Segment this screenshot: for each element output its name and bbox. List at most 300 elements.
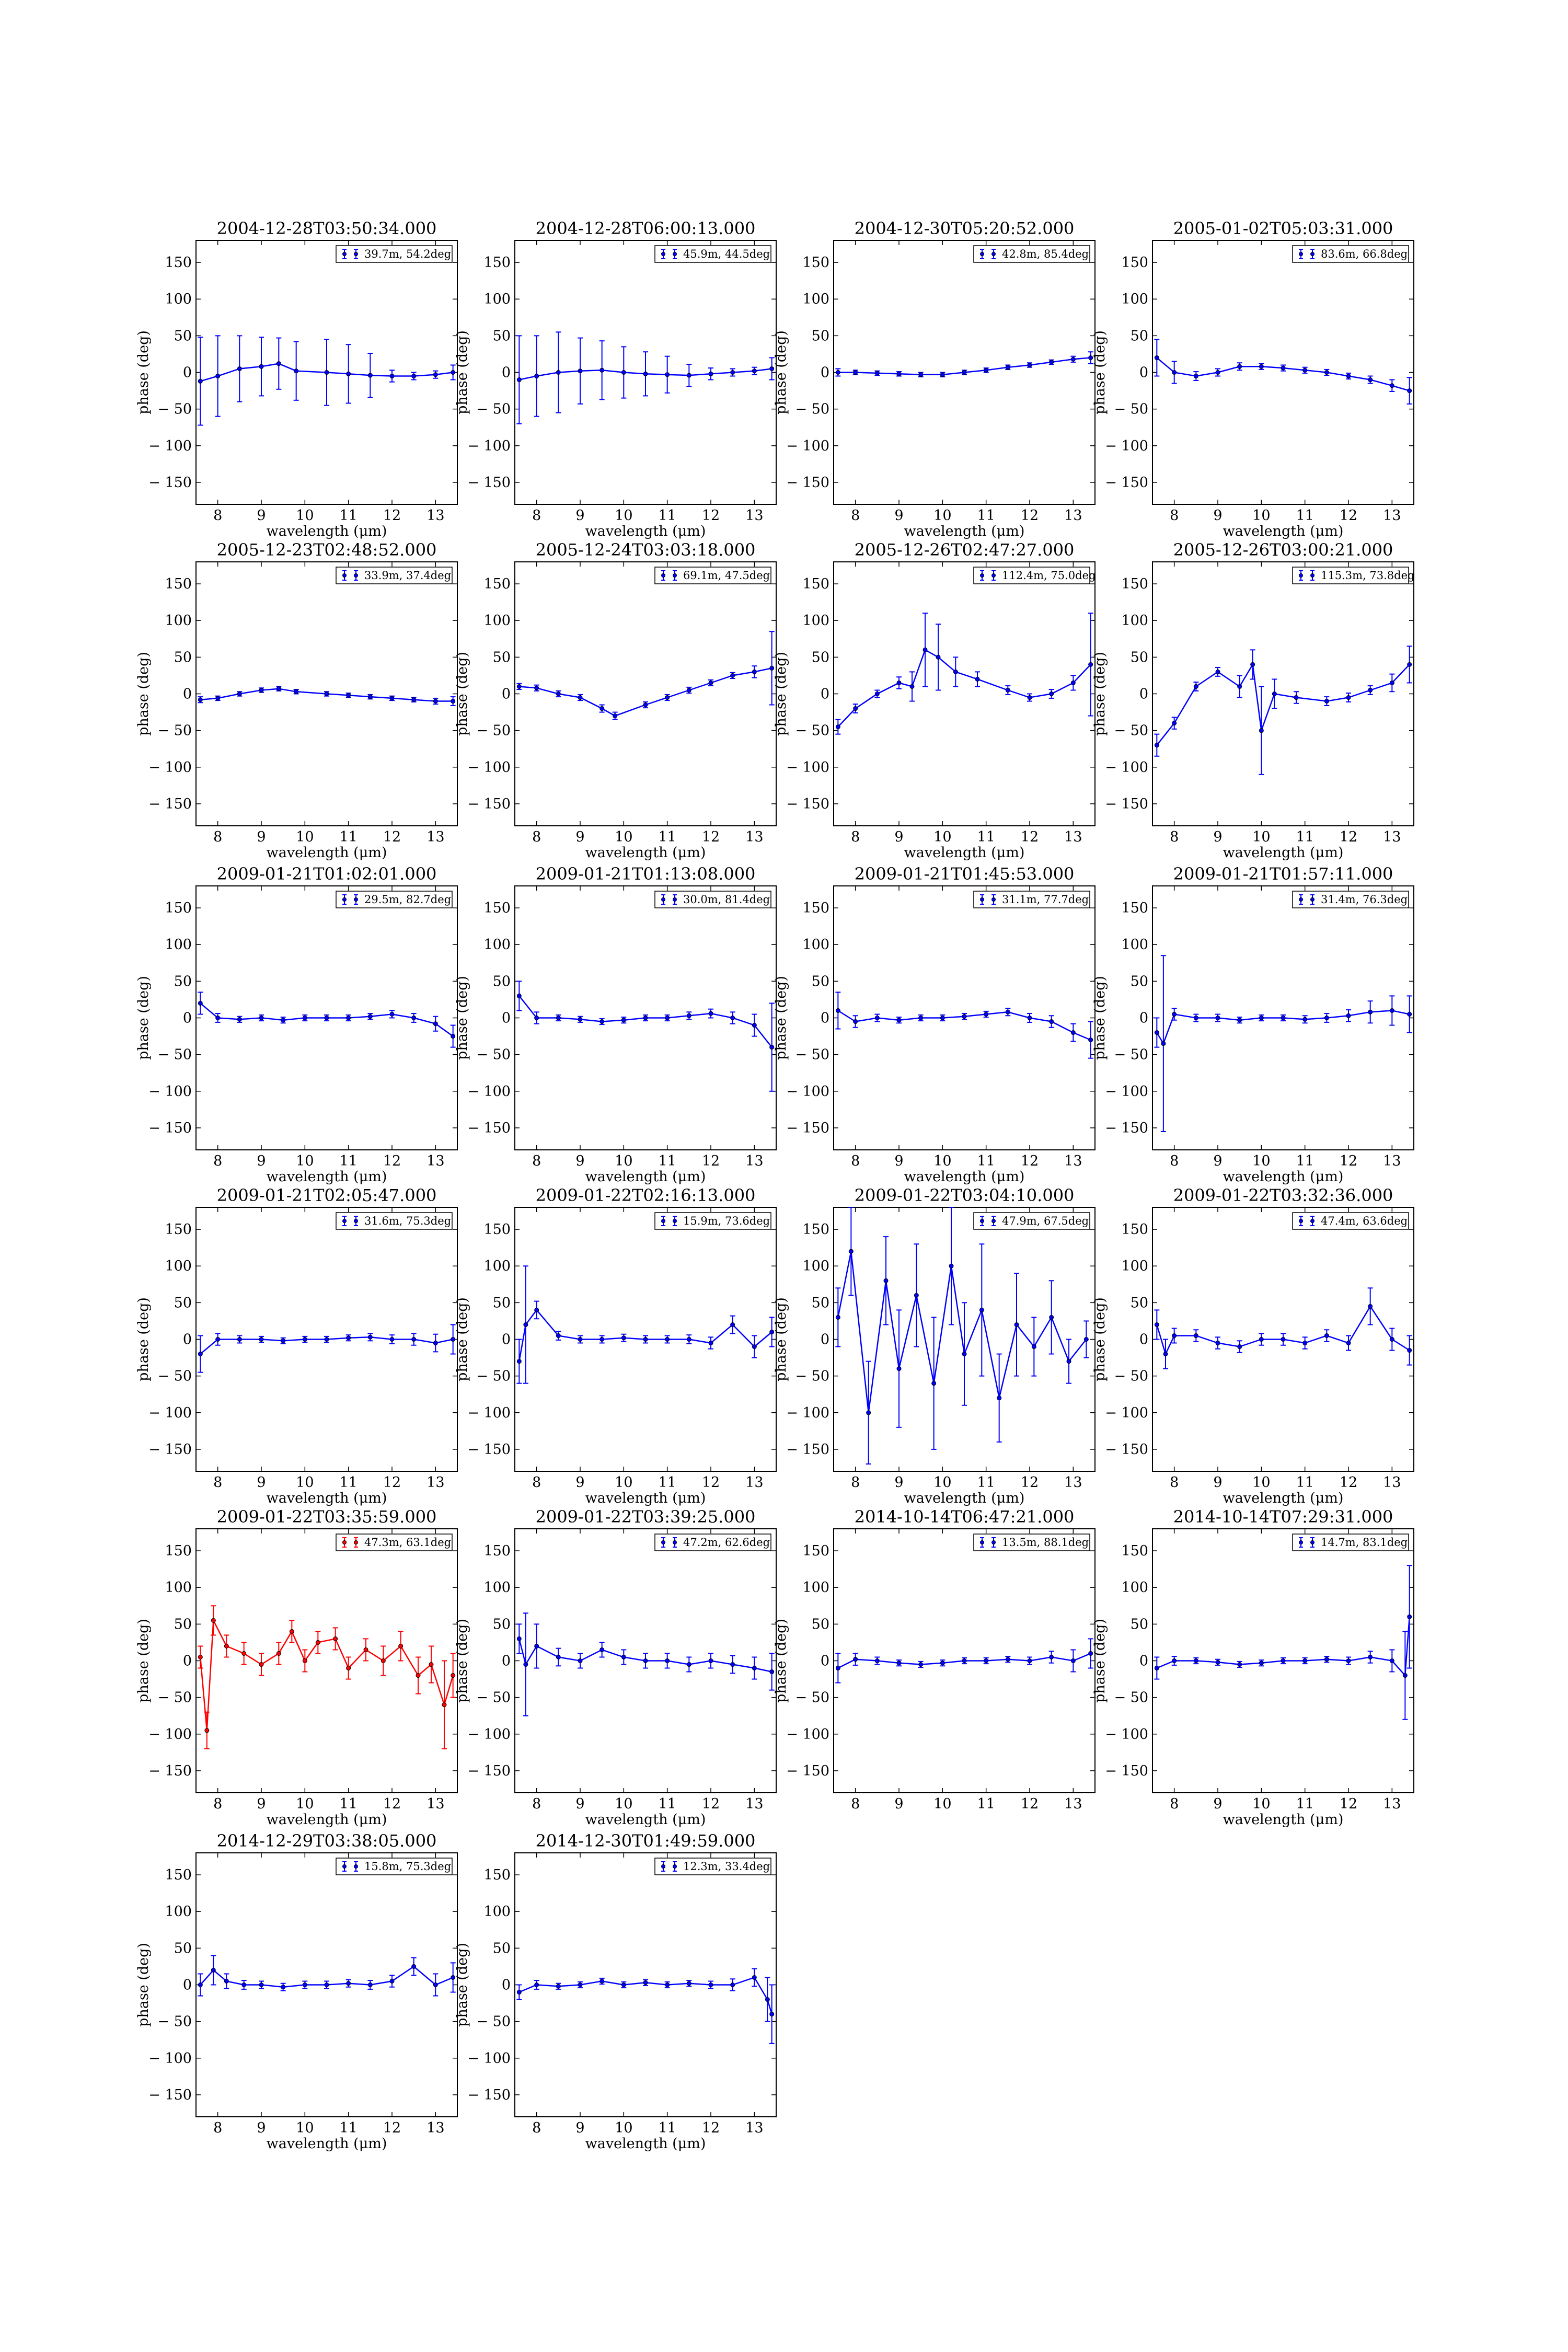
data-point bbox=[1408, 1615, 1412, 1619]
y-tick-label: − 150 bbox=[467, 1762, 511, 1779]
data-point bbox=[578, 1983, 582, 1987]
legend bbox=[655, 1534, 771, 1551]
x-tick-label: 9 bbox=[257, 1153, 266, 1169]
y-tick-label: 0 bbox=[182, 1331, 192, 1348]
y-tick-label: 100 bbox=[483, 1258, 511, 1275]
data-point bbox=[1324, 1333, 1329, 1338]
data-point bbox=[643, 1659, 648, 1663]
x-tick-label: 8 bbox=[213, 1796, 223, 1812]
data-point bbox=[867, 1411, 871, 1415]
y-axis-label: phase (deg) bbox=[135, 652, 152, 736]
subplot-4 bbox=[1092, 218, 1414, 539]
data-point bbox=[281, 1985, 285, 1989]
legend-marker bbox=[673, 252, 677, 256]
legend-marker bbox=[981, 1541, 984, 1544]
x-tick-label: 10 bbox=[1252, 508, 1271, 524]
data-point bbox=[416, 1674, 420, 1678]
x-tick-label: 12 bbox=[383, 508, 401, 524]
x-tick-label: 12 bbox=[383, 1474, 401, 1491]
data-point bbox=[665, 696, 670, 700]
data-point bbox=[1368, 1304, 1373, 1308]
y-tick-label: 50 bbox=[174, 1616, 192, 1633]
data-point bbox=[687, 1663, 691, 1667]
data-point bbox=[237, 692, 241, 696]
y-tick-label: − 50 bbox=[157, 722, 192, 739]
plot-frame bbox=[834, 562, 1095, 826]
legend bbox=[974, 891, 1090, 908]
data-point bbox=[984, 368, 988, 372]
y-tick-label: 0 bbox=[182, 686, 192, 702]
data-point bbox=[1238, 1345, 1242, 1349]
x-tick-label: 8 bbox=[851, 829, 860, 845]
x-tick-label: 12 bbox=[383, 829, 401, 845]
data-point bbox=[1281, 1016, 1285, 1020]
y-tick-label: − 50 bbox=[476, 1368, 511, 1385]
data-point bbox=[897, 1661, 901, 1665]
data-point bbox=[936, 655, 940, 659]
x-tick-label: 13 bbox=[745, 508, 764, 524]
legend-marker bbox=[981, 252, 984, 256]
data-point bbox=[347, 693, 351, 697]
y-tick-label: 0 bbox=[182, 1010, 192, 1027]
legend-marker bbox=[1311, 574, 1315, 578]
data-point bbox=[875, 1659, 879, 1663]
data-point bbox=[875, 692, 879, 696]
data-point bbox=[940, 1016, 944, 1020]
legend-marker bbox=[343, 252, 347, 256]
data-point bbox=[897, 1018, 901, 1022]
data-point bbox=[600, 1338, 604, 1342]
x-axis-label: wavelength (μm) bbox=[585, 1169, 706, 1185]
legend-marker bbox=[992, 252, 996, 256]
data-point bbox=[1390, 1659, 1394, 1663]
y-tick-label: 0 bbox=[501, 364, 511, 381]
x-tick-label: 8 bbox=[532, 508, 541, 524]
data-point bbox=[433, 1983, 437, 1987]
y-tick-label: − 150 bbox=[786, 795, 829, 812]
y-tick-label: 0 bbox=[501, 1010, 511, 1027]
data-point bbox=[1155, 1666, 1159, 1670]
data-point bbox=[198, 1983, 202, 1987]
y-tick-label: 150 bbox=[1121, 900, 1148, 917]
legend-label: 45.9m, 44.5deg bbox=[683, 248, 770, 260]
data-point bbox=[1303, 1017, 1307, 1021]
y-tick-label: 100 bbox=[1121, 1579, 1148, 1596]
data-point bbox=[687, 1013, 691, 1018]
data-point bbox=[237, 366, 241, 371]
data-point bbox=[854, 1657, 858, 1662]
x-tick-label: 8 bbox=[1170, 829, 1179, 845]
x-tick-label: 9 bbox=[257, 508, 266, 524]
data-point bbox=[578, 1338, 582, 1342]
y-tick-label: 0 bbox=[1139, 1010, 1148, 1027]
data-point bbox=[412, 1964, 416, 1968]
data-point bbox=[665, 1983, 670, 1987]
y-tick-label: − 50 bbox=[795, 401, 829, 418]
legend-marker bbox=[673, 574, 677, 578]
x-tick-label: 12 bbox=[701, 1474, 720, 1491]
data-point bbox=[932, 1381, 936, 1386]
y-tick-label: 0 bbox=[820, 1653, 829, 1669]
data-point bbox=[325, 1983, 329, 1987]
subplot-title: 2005-12-23T02:48:52.000 bbox=[216, 540, 437, 560]
legend-marker bbox=[662, 1865, 665, 1869]
data-point bbox=[1324, 1657, 1329, 1662]
y-tick-label: 150 bbox=[483, 576, 511, 593]
x-tick-label: 13 bbox=[745, 1474, 764, 1491]
data-point bbox=[1368, 688, 1373, 692]
data-point bbox=[1155, 743, 1159, 747]
y-tick-label: 150 bbox=[802, 255, 829, 271]
data-point bbox=[578, 1659, 582, 1663]
subplot-7 bbox=[773, 540, 1096, 861]
data-point bbox=[433, 1341, 437, 1345]
data-point bbox=[259, 1016, 263, 1020]
legend-marker bbox=[673, 1865, 677, 1869]
y-tick-label: 100 bbox=[1121, 613, 1148, 629]
data-point bbox=[276, 687, 281, 691]
x-tick-label: 12 bbox=[1339, 1153, 1358, 1169]
data-point bbox=[752, 1666, 756, 1670]
y-tick-label: 150 bbox=[165, 255, 192, 271]
data-point bbox=[613, 714, 617, 718]
legend-label: 112.4m, 75.0deg bbox=[1002, 569, 1096, 582]
data-point bbox=[556, 1655, 560, 1659]
x-tick-label: 13 bbox=[1064, 508, 1082, 524]
data-point bbox=[600, 1020, 604, 1024]
y-tick-label: 50 bbox=[1130, 649, 1148, 666]
x-tick-label: 11 bbox=[1296, 508, 1314, 524]
subplot-16 bbox=[1092, 1185, 1414, 1506]
x-tick-label: 11 bbox=[339, 1796, 358, 1812]
data-point bbox=[1303, 368, 1307, 372]
data-point bbox=[1259, 1016, 1263, 1020]
data-point bbox=[919, 373, 923, 377]
y-tick-label: 50 bbox=[492, 1295, 511, 1311]
x-tick-label: 11 bbox=[977, 1796, 995, 1812]
data-point bbox=[303, 1983, 307, 1987]
data-point bbox=[399, 1644, 403, 1648]
y-tick-label: − 50 bbox=[1114, 722, 1148, 739]
data-point bbox=[752, 1023, 756, 1028]
y-tick-label: 50 bbox=[174, 1295, 192, 1311]
x-tick-label: 12 bbox=[383, 1796, 401, 1812]
data-point bbox=[1216, 670, 1220, 674]
subplot-title: 2004-12-28T06:00:13.000 bbox=[535, 218, 756, 238]
data-point bbox=[1259, 364, 1263, 368]
legend-label: 15.8m, 75.3deg bbox=[364, 1860, 452, 1873]
y-tick-label: 50 bbox=[1130, 1295, 1148, 1311]
data-point bbox=[1084, 1338, 1088, 1342]
subplot-title: 2004-12-28T03:50:34.000 bbox=[216, 218, 437, 238]
data-point bbox=[1050, 1020, 1054, 1024]
x-tick-label: 10 bbox=[615, 2120, 633, 2136]
data-point bbox=[953, 670, 958, 674]
y-tick-label: 0 bbox=[1139, 364, 1148, 381]
x-axis-label: wavelength (μm) bbox=[266, 1169, 387, 1185]
y-tick-label: − 100 bbox=[1105, 437, 1148, 454]
data-point bbox=[621, 1336, 626, 1340]
data-point bbox=[1194, 1016, 1198, 1020]
x-tick-label: 10 bbox=[933, 1796, 952, 1812]
legend bbox=[336, 246, 452, 262]
y-tick-label: 50 bbox=[492, 1616, 511, 1633]
y-tick-label: − 100 bbox=[467, 2050, 511, 2067]
data-point bbox=[1172, 721, 1177, 725]
data-point bbox=[1408, 662, 1412, 666]
x-tick-label: 11 bbox=[977, 829, 995, 845]
data-point bbox=[517, 378, 521, 382]
y-tick-label: 0 bbox=[1139, 1331, 1148, 1348]
x-tick-label: 10 bbox=[296, 2120, 314, 2136]
data-point bbox=[429, 1663, 433, 1667]
data-point bbox=[294, 689, 298, 694]
y-tick-label: − 50 bbox=[157, 2013, 192, 2030]
data-point bbox=[752, 1345, 756, 1349]
data-point bbox=[1346, 374, 1351, 378]
x-tick-label: 12 bbox=[1020, 1474, 1039, 1491]
data-point bbox=[303, 1338, 307, 1342]
data-point bbox=[752, 1975, 756, 1979]
data-point bbox=[687, 688, 691, 692]
legend-label: 83.6m, 66.8deg bbox=[1321, 248, 1408, 260]
y-tick-label: − 100 bbox=[467, 1083, 511, 1100]
legend-label: 31.6m, 75.3deg bbox=[364, 1215, 452, 1227]
legend-marker bbox=[662, 574, 665, 578]
y-tick-label: 150 bbox=[802, 1221, 829, 1238]
subplot-title: 2009-01-21T01:57:11.000 bbox=[1173, 864, 1393, 884]
x-tick-label: 13 bbox=[426, 508, 445, 524]
y-tick-label: 0 bbox=[1139, 686, 1148, 702]
data-point bbox=[1403, 1674, 1407, 1678]
x-tick-label: 8 bbox=[1170, 508, 1179, 524]
legend-label: 15.9m, 73.6deg bbox=[683, 1215, 770, 1227]
x-tick-label: 11 bbox=[1296, 1474, 1314, 1491]
x-tick-label: 8 bbox=[1170, 1474, 1179, 1491]
data-point bbox=[1216, 1016, 1220, 1020]
y-tick-label: − 150 bbox=[148, 795, 192, 812]
x-tick-label: 8 bbox=[851, 1796, 860, 1812]
y-tick-label: 150 bbox=[802, 1543, 829, 1560]
subplot-title: 2009-01-21T02:05:47.000 bbox=[216, 1185, 437, 1205]
x-tick-label: 11 bbox=[339, 829, 358, 845]
data-point bbox=[1161, 1042, 1166, 1046]
x-tick-label: 10 bbox=[296, 1474, 314, 1491]
subplot-title: 2004-12-30T05:20:52.000 bbox=[854, 218, 1075, 238]
subplot-18 bbox=[454, 1507, 776, 1828]
y-tick-label: 0 bbox=[820, 364, 829, 381]
y-tick-label: 50 bbox=[811, 649, 829, 666]
data-point bbox=[535, 1983, 539, 1987]
y-tick-label: − 50 bbox=[476, 722, 511, 739]
data-point bbox=[1163, 1352, 1168, 1356]
y-tick-label: 150 bbox=[802, 900, 829, 917]
y-tick-label: − 100 bbox=[467, 759, 511, 776]
y-tick-label: − 100 bbox=[467, 1404, 511, 1421]
data-point bbox=[731, 1983, 735, 1987]
data-point bbox=[535, 374, 539, 378]
y-tick-label: − 100 bbox=[467, 437, 511, 454]
data-point bbox=[709, 681, 713, 685]
x-tick-label: 8 bbox=[532, 1474, 541, 1491]
data-point bbox=[433, 373, 437, 377]
data-point bbox=[709, 1011, 713, 1016]
data-point bbox=[1028, 696, 1032, 700]
x-tick-label: 9 bbox=[894, 1796, 904, 1812]
subplot-title: 2009-01-21T01:13:08.000 bbox=[535, 864, 756, 884]
x-tick-label: 11 bbox=[977, 1474, 995, 1491]
y-tick-label: − 50 bbox=[1114, 1046, 1148, 1063]
data-point bbox=[303, 1016, 307, 1020]
x-tick-label: 13 bbox=[745, 829, 764, 845]
x-tick-label: 10 bbox=[1252, 1474, 1271, 1491]
data-point bbox=[381, 1659, 385, 1663]
data-point bbox=[984, 1012, 988, 1016]
data-point bbox=[1346, 1659, 1351, 1663]
data-point bbox=[1346, 696, 1351, 700]
x-tick-label: 8 bbox=[1170, 1796, 1179, 1812]
data-point bbox=[1028, 1659, 1032, 1663]
x-tick-label: 11 bbox=[339, 1474, 358, 1491]
y-tick-label: − 100 bbox=[786, 759, 829, 776]
data-point bbox=[1259, 1338, 1263, 1342]
y-tick-label: 50 bbox=[811, 1295, 829, 1311]
y-axis-label: phase (deg) bbox=[773, 1619, 789, 1703]
data-point bbox=[1324, 1016, 1329, 1020]
y-axis-label: phase (deg) bbox=[773, 652, 789, 736]
legend-label: 69.1m, 47.5deg bbox=[683, 569, 770, 582]
data-point bbox=[643, 703, 648, 707]
subplot-3 bbox=[773, 218, 1095, 539]
y-tick-label: 100 bbox=[483, 937, 511, 953]
data-point bbox=[368, 1983, 372, 1987]
x-tick-label: 8 bbox=[532, 1796, 541, 1812]
legend-marker bbox=[1299, 1219, 1303, 1223]
x-tick-label: 8 bbox=[1170, 1153, 1179, 1169]
y-axis-label: phase (deg) bbox=[1092, 1297, 1108, 1381]
x-tick-label: 12 bbox=[701, 508, 720, 524]
y-tick-label: 150 bbox=[802, 576, 829, 593]
subplot-12 bbox=[1092, 864, 1414, 1185]
data-point bbox=[412, 698, 416, 702]
data-point bbox=[1408, 1012, 1412, 1016]
data-point bbox=[259, 364, 263, 368]
x-tick-label: 8 bbox=[213, 1474, 223, 1491]
data-point bbox=[364, 1647, 368, 1652]
data-point bbox=[997, 1396, 1001, 1400]
y-tick-label: 100 bbox=[1121, 1258, 1148, 1275]
subplot-title: 2005-12-24T03:03:18.000 bbox=[535, 540, 756, 560]
data-point bbox=[325, 371, 329, 375]
data-point bbox=[1368, 1655, 1373, 1659]
y-tick-label: 150 bbox=[483, 1221, 511, 1238]
legend-marker bbox=[1299, 574, 1303, 578]
y-tick-label: − 100 bbox=[786, 1083, 829, 1100]
x-tick-label: 9 bbox=[575, 1153, 585, 1169]
x-tick-label: 10 bbox=[296, 1153, 314, 1169]
data-point bbox=[897, 681, 901, 685]
data-point bbox=[1067, 1359, 1071, 1364]
data-point bbox=[198, 698, 202, 702]
legend bbox=[336, 891, 452, 908]
y-tick-label: 0 bbox=[820, 1331, 829, 1348]
x-tick-label: 13 bbox=[426, 1153, 445, 1169]
y-axis-label: phase (deg) bbox=[454, 1619, 470, 1703]
x-tick-label: 13 bbox=[426, 1474, 445, 1491]
data-point bbox=[259, 1983, 263, 1987]
legend bbox=[336, 1534, 452, 1551]
data-point bbox=[368, 373, 372, 377]
x-tick-label: 8 bbox=[532, 1153, 541, 1169]
legend-label: 12.3m, 33.4deg bbox=[683, 1860, 770, 1873]
x-axis-label: wavelength (μm) bbox=[1223, 523, 1344, 539]
subplot-title: 2005-12-26T02:47:27.000 bbox=[854, 540, 1075, 560]
x-tick-label: 12 bbox=[1020, 829, 1039, 845]
data-point bbox=[1390, 1008, 1394, 1012]
legend bbox=[974, 246, 1090, 262]
data-point bbox=[578, 1017, 582, 1021]
data-point bbox=[517, 684, 521, 688]
data-point bbox=[1390, 681, 1394, 685]
subplot-title: 2014-10-14T07:29:31.000 bbox=[1173, 1507, 1393, 1527]
x-tick-label: 11 bbox=[977, 508, 995, 524]
y-tick-label: 150 bbox=[165, 900, 192, 917]
data-point bbox=[216, 1016, 220, 1020]
data-point bbox=[556, 1984, 560, 1988]
data-point bbox=[1194, 1333, 1198, 1338]
y-tick-label: − 50 bbox=[476, 1689, 511, 1706]
x-tick-label: 9 bbox=[575, 2120, 585, 2136]
y-tick-label: − 50 bbox=[157, 1689, 192, 1706]
data-point bbox=[224, 1979, 228, 1983]
data-point bbox=[1172, 1012, 1177, 1016]
legend-label: 13.5m, 88.1deg bbox=[1002, 1536, 1089, 1549]
x-tick-label: 9 bbox=[1213, 1796, 1223, 1812]
data-point bbox=[643, 1338, 648, 1342]
y-tick-label: 150 bbox=[483, 900, 511, 917]
data-point bbox=[709, 372, 713, 376]
legend-marker bbox=[981, 898, 984, 902]
y-tick-label: − 150 bbox=[1105, 474, 1148, 491]
data-point bbox=[412, 374, 416, 378]
data-point bbox=[854, 707, 858, 711]
subplot-10 bbox=[454, 864, 776, 1185]
data-point bbox=[665, 1016, 670, 1020]
x-tick-label: 8 bbox=[851, 508, 860, 524]
data-point bbox=[1346, 1341, 1351, 1345]
y-tick-label: − 50 bbox=[1114, 1368, 1148, 1385]
y-tick-label: − 50 bbox=[476, 2013, 511, 2030]
subplot-title: 2005-01-02T05:03:31.000 bbox=[1173, 218, 1393, 238]
x-tick-label: 9 bbox=[894, 1474, 904, 1491]
data-point bbox=[535, 1644, 539, 1648]
x-tick-label: 13 bbox=[745, 1153, 764, 1169]
legend-marker bbox=[981, 574, 984, 578]
data-point bbox=[216, 374, 220, 378]
data-point bbox=[281, 1018, 285, 1022]
data-point bbox=[940, 1661, 944, 1665]
legend bbox=[336, 567, 452, 584]
x-tick-label: 9 bbox=[894, 508, 904, 524]
data-point bbox=[412, 1338, 416, 1342]
data-point bbox=[923, 648, 927, 652]
data-point bbox=[731, 1322, 735, 1327]
x-tick-label: 9 bbox=[257, 829, 266, 845]
y-tick-label: − 150 bbox=[148, 1441, 192, 1458]
x-tick-label: 8 bbox=[213, 508, 223, 524]
plot-frame bbox=[1152, 240, 1414, 504]
data-point bbox=[1281, 1659, 1285, 1663]
